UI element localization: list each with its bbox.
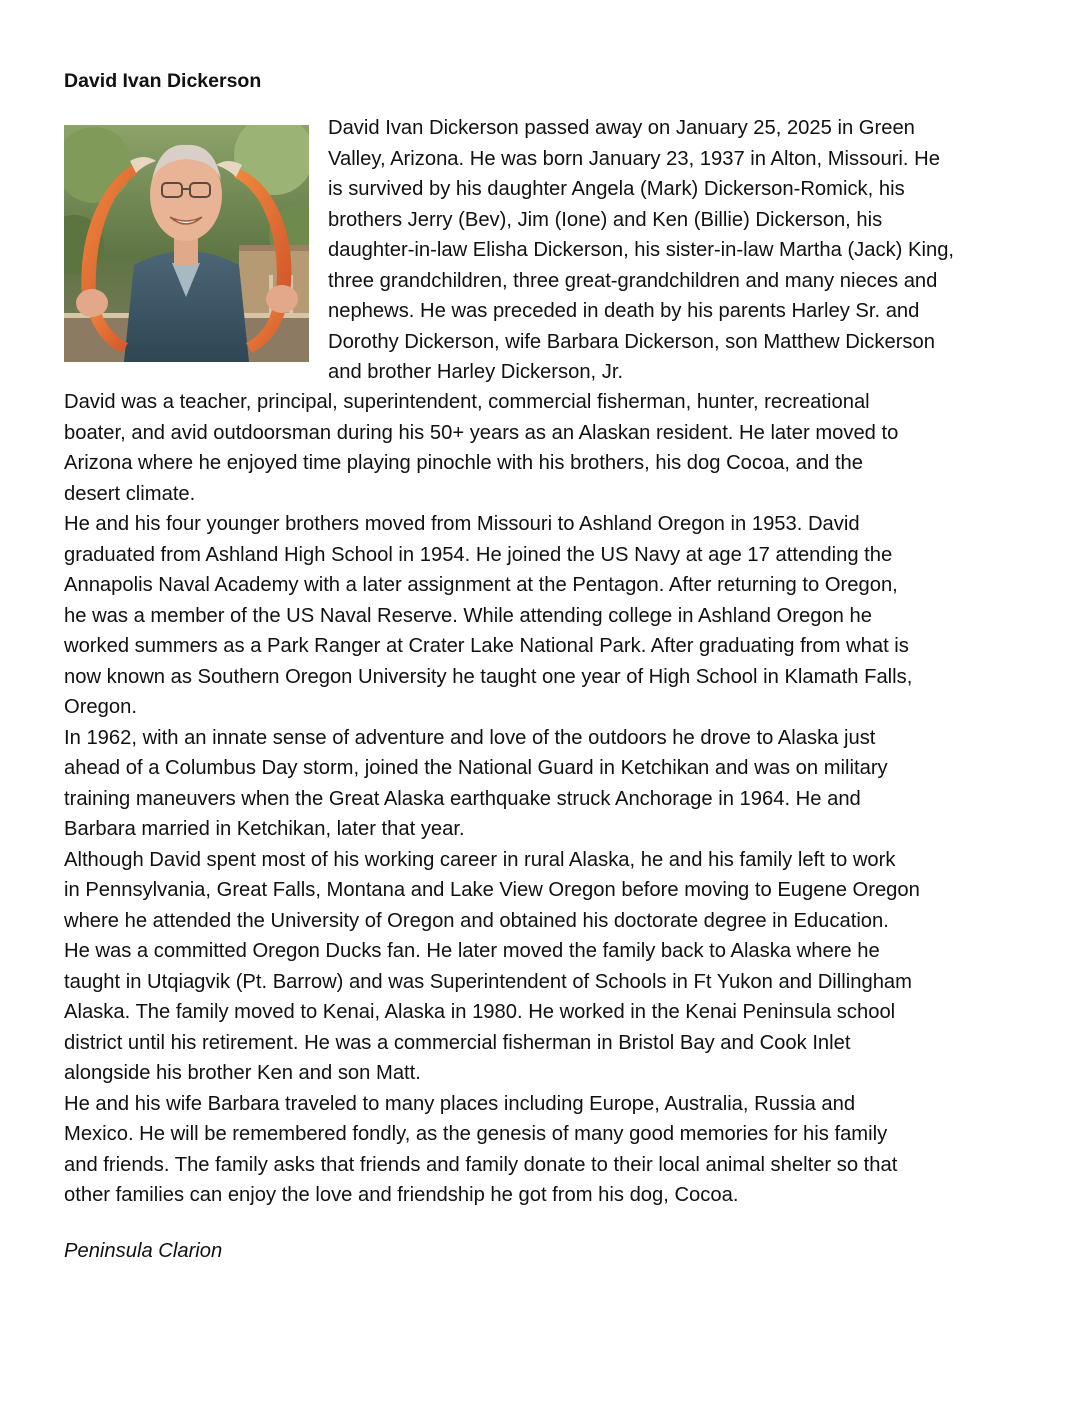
intro-line: is survived by his daughter Angela (Mark) Dickerson-Romick, his: [328, 178, 905, 200]
intro-line: daughter-in-law Elisha Dickerson, his sister-in-law Martha (Jack) King,: [328, 239, 955, 261]
body-line: taught in Utqiagvik (Pt. Barrow) and was Superintendent of Schools in Ft Yukon and Dillingham: [64, 970, 912, 993]
body-line: Mexico. He will be remembered fondly, as the genesis of many good memories for his family: [64, 1123, 888, 1145]
intro-line: three grandchildren, three great-grandchildren and many nieces and: [328, 269, 938, 292]
body-line: Annapolis Naval Academy with a later assignment at the Pentagon. After returning to Oregon,: [64, 574, 898, 596]
body-line: Oregon.: [64, 696, 137, 718]
body-line: where he attended the University of Oregon and obtained his doctorate degree in Education.: [64, 909, 889, 932]
body-line: He and his four younger brothers moved from Missouri to Ashland Oregon in 1953. David: [64, 513, 860, 535]
body-line: in Pennsylvania, Great Falls, Montana and Lake View Oregon before moving to Eugene Oregon: [64, 879, 920, 901]
body-line: and friends. The family asks that friends and family donate to their local animal shelter so that: [64, 1153, 898, 1176]
body-line: he was a member of the US Naval Reserve. While attending college in Ashland Oregon he: [64, 604, 872, 627]
body-line: now known as Southern Oregon University he taught one year of High School in Klamath Falls,: [64, 665, 913, 688]
intro-line: Valley, Arizona. He was born January 23, 1937 in Alton, Missouri. He: [328, 147, 940, 170]
body-line: Alaska. The family moved to Kenai, Alaska in 1980. He worked in the Kenai Peninsula school: [64, 1001, 896, 1023]
body-line: desert climate.: [64, 482, 196, 505]
intro-line: brothers Jerry (Bev), Jim (Ione) and Ken (Billie) Dickerson, his: [328, 208, 883, 231]
body-line: ahead of a Columbus Day storm, joined the National Guard in Ketchikan and was on military: [64, 757, 888, 779]
body-line: He and his wife Barbara traveled to many places including Europe, Australia, Russia and: [64, 1092, 856, 1115]
obituary-title: David Ivan Dickerson: [64, 70, 262, 92]
intro-line: David Ivan Dickerson passed away on January 25, 2025 in Green: [328, 117, 915, 139]
portrait-illustration: [64, 125, 309, 362]
body-line: Arizona where he enjoyed time playing pinochle with his brothers, his dog Cocoa, and the: [64, 452, 864, 474]
body-line: David was a teacher, principal, superintendent, commercial fisherman, hunter, recreational: [64, 391, 870, 413]
intro-line: nephews. He was preceded in death by his parents Harley Sr. and: [328, 300, 920, 322]
body-line: Although David spent most of his working career in rural Alaska, he and his family left to work: [64, 848, 896, 871]
body-line: boater, and avid outdoorsman during his 50+ years as an Alaskan resident. He later moved to: [64, 421, 899, 444]
body-line: In 1962, with an innate sense of adventure and love of the outdoors he drove to Alaska just: [64, 726, 876, 749]
source-credit: Peninsula Clarion: [64, 1240, 223, 1262]
portrait-photo: [64, 125, 309, 362]
body-line: district until his retirement. He was a commercial fisherman in Bristol Bay and Cook Inlet: [64, 1031, 851, 1054]
body-line: He was a committed Oregon Ducks fan. He later moved the family back to Alaska where he: [64, 940, 880, 962]
body-line: other families can enjoy the love and friendship he got from his dog, Cocoa.: [64, 1184, 739, 1206]
body-line: graduated from Ashland High School in 1954. He joined the US Navy at age 17 attending the: [64, 543, 893, 566]
body-line: Barbara married in Ketchikan, later that year.: [64, 818, 465, 840]
intro-line: Dorothy Dickerson, wife Barbara Dickerson, son Matthew Dickerson: [328, 330, 935, 353]
body-line: alongside his brother Ken and son Matt.: [64, 1062, 421, 1084]
body-line: worked summers as a Park Ranger at Crater Lake National Park. After graduating from what is: [64, 635, 909, 657]
intro-line: and brother Harley Dickerson, Jr.: [328, 361, 624, 383]
body-line: training maneuvers when the Great Alaska earthquake struck Anchorage in 1964. He and: [64, 787, 861, 810]
